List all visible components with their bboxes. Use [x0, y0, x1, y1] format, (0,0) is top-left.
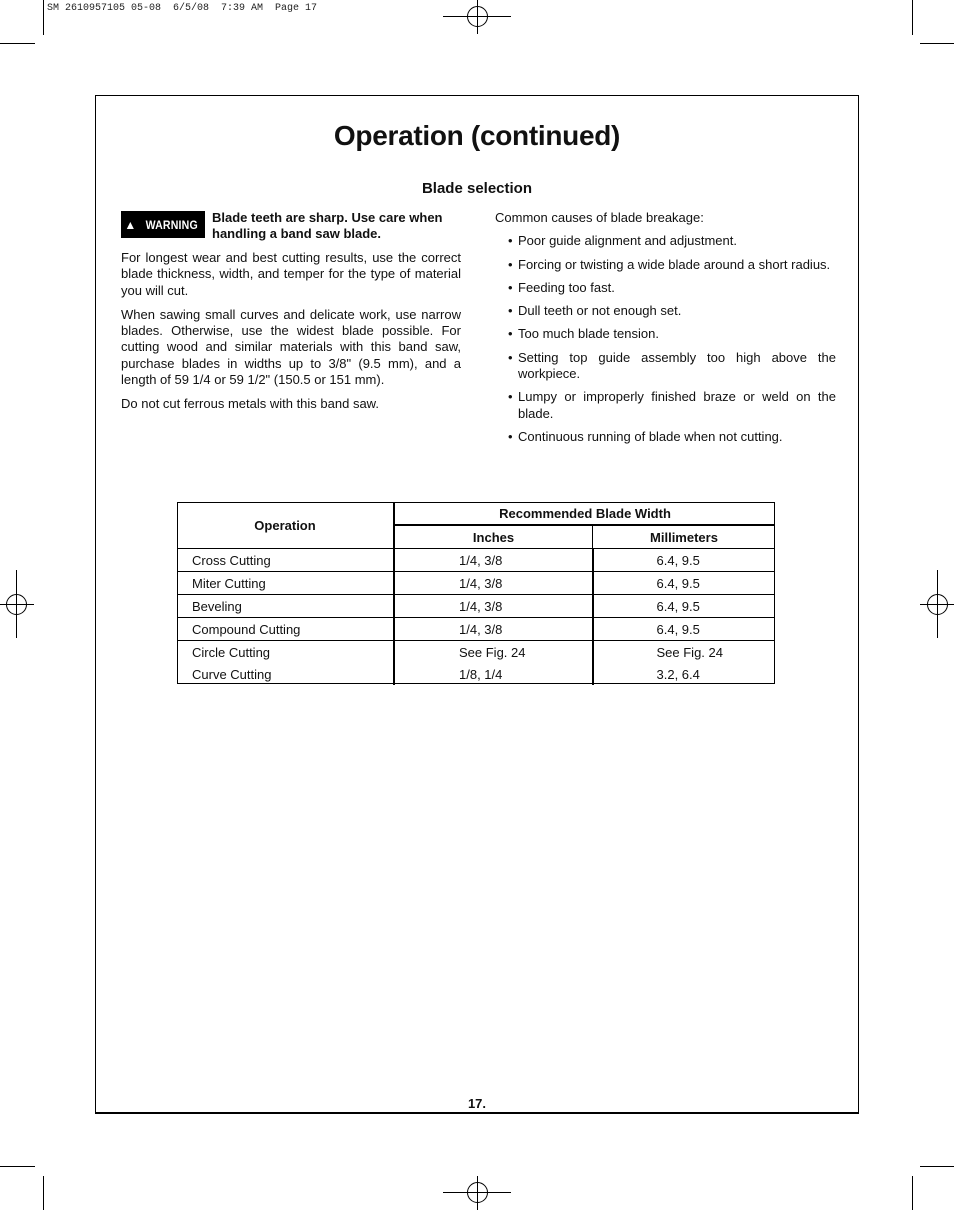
- bullet-icon: •: [508, 256, 513, 272]
- cell-millimeters: 6.4, 9.5: [593, 618, 776, 641]
- bullet-icon: •: [508, 303, 513, 319]
- header-recommended-width: Recommended Blade Width: [394, 502, 775, 525]
- bullet-icon: •: [508, 389, 513, 405]
- cell-inches: 1/4, 3/8: [394, 549, 593, 572]
- header-inches: Inches: [394, 525, 593, 549]
- paragraph: When sawing small curves and delicate work, use narrow blades. Otherwise, use the widest blade possible. For cutting wood and similar materials with this band saw, purchase blades in widths up to 3/8" (9.5 mm), and a length of 59 1/4 or 59 1/2" (150.5 or 151 mm).: [121, 306, 461, 388]
- print-slug: SM 2610957105 05-08 6/5/08 7:39 AM Page 17: [47, 3, 318, 14]
- breakage-intro: Common causes of blade breakage:: [495, 210, 704, 225]
- right-column: [495, 210, 836, 452]
- table-row: [177, 618, 775, 641]
- page-number: 17.: [467, 1096, 487, 1111]
- warning-badge: [121, 211, 205, 238]
- table-row: [177, 641, 775, 664]
- cell-millimeters: 6.4, 9.5: [593, 595, 776, 618]
- cell-operation: Beveling: [177, 595, 394, 618]
- list-item: • Continuous running of blade when not cutting.: [508, 428, 783, 444]
- cell-inches: 1/4, 3/8: [394, 572, 593, 595]
- table-row: [177, 595, 775, 618]
- cell-millimeters: See Fig. 24: [593, 641, 776, 664]
- cell-millimeters: 6.4, 9.5: [593, 572, 776, 595]
- list-item: • Poor guide alignment and adjustment.: [508, 233, 737, 249]
- warning-text: Blade teeth are sharp. Use care when handling a band saw blade.: [212, 210, 443, 241]
- cell-inches: 1/4, 3/8: [394, 595, 593, 618]
- header-operation: Operation: [177, 502, 394, 549]
- table-row: [177, 549, 775, 572]
- cell-operation: Cross Cutting: [177, 549, 394, 572]
- table-row: [177, 663, 775, 685]
- bullet-icon: •: [508, 326, 513, 342]
- warning-badge-label: WARNING: [145, 217, 199, 232]
- list-item: • Setting top guide assembly too high above the workpiece.: [508, 349, 836, 382]
- warning-triangle-icon: ▲: [124, 217, 137, 232]
- breakage-list: [495, 233, 836, 445]
- bullet-icon: •: [508, 233, 513, 249]
- cell-inches: 1/8, 1/4: [394, 663, 593, 685]
- list-item: • Lumpy or improperly finished braze or weld on the blade.: [508, 389, 836, 421]
- cell-operation: Circle Cutting: [177, 641, 394, 664]
- cell-operation: Compound Cutting: [177, 618, 394, 641]
- list-item: • Forcing or twisting a wide blade around a short radius.: [508, 256, 831, 272]
- page-title: Operation (continued): [333, 120, 621, 151]
- table-row: [177, 572, 775, 595]
- cell-inches: See Fig. 24: [394, 641, 593, 664]
- cell-operation: Curve Cutting: [177, 663, 394, 685]
- cell-inches: 1/4, 3/8: [394, 618, 593, 641]
- left-column: [121, 250, 461, 421]
- header-millimeters: Millimeters: [593, 525, 776, 549]
- bullet-icon: •: [508, 428, 513, 444]
- list-item: • Dull teeth or not enough set.: [508, 303, 682, 319]
- list-item: • Feeding too fast.: [508, 279, 615, 295]
- section-heading: Blade selection: [421, 180, 533, 197]
- paragraph: Do not cut ferrous metals with this band saw.: [121, 396, 379, 412]
- list-item: • Too much blade tension.: [508, 326, 659, 342]
- cell-millimeters: 6.4, 9.5: [593, 549, 776, 572]
- bullet-icon: •: [508, 279, 513, 295]
- bullet-icon: •: [508, 349, 513, 365]
- cell-millimeters: 3.2, 6.4: [656, 666, 700, 682]
- cell-operation: Miter Cutting: [177, 572, 394, 595]
- paragraph: For longest wear and best cutting results, use the correct blade thickness, width, and temper for the type of material you will cut.: [121, 250, 461, 298]
- blade-width-table: [177, 502, 775, 685]
